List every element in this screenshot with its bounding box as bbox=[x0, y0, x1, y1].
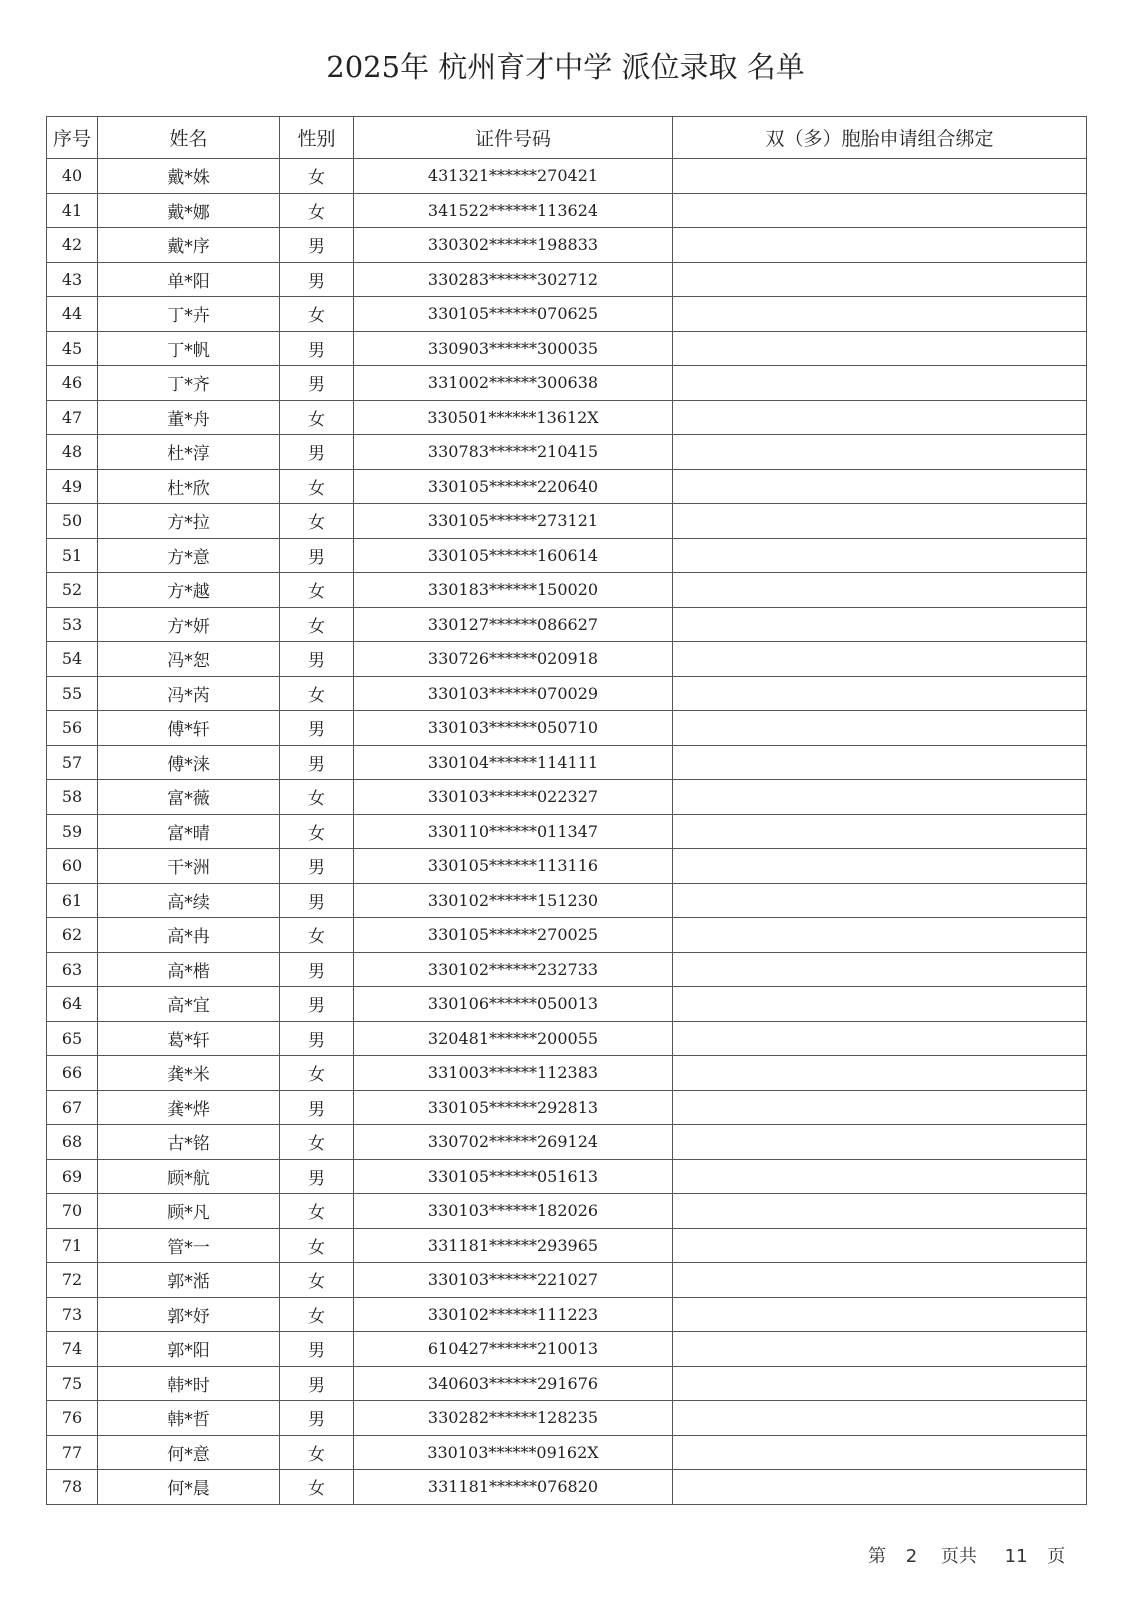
cell-name: 傅*涞 bbox=[98, 745, 280, 780]
header-twin-binding: 双（多）胞胎申请组合绑定 bbox=[673, 117, 1087, 159]
cell-id-number: 330103******070029 bbox=[354, 676, 673, 711]
cell-id-number: 320481******200055 bbox=[354, 1021, 673, 1056]
admission-roster-table bbox=[46, 116, 1087, 1505]
table-row bbox=[47, 297, 1087, 332]
table-row bbox=[47, 642, 1087, 677]
cell-seq: 44 bbox=[47, 297, 98, 332]
footer-current-page: 2 bbox=[905, 1546, 918, 1567]
cell-gender: 女 bbox=[280, 1056, 354, 1091]
cell-gender: 男 bbox=[280, 883, 354, 918]
cell-gender: 男 bbox=[280, 1159, 354, 1194]
table-row bbox=[47, 159, 1087, 194]
cell-seq: 56 bbox=[47, 711, 98, 746]
cell-name: 古*铭 bbox=[98, 1125, 280, 1160]
table-row bbox=[47, 1228, 1087, 1263]
table-row bbox=[47, 1401, 1087, 1436]
cell-gender: 女 bbox=[280, 814, 354, 849]
cell-seq: 71 bbox=[47, 1228, 98, 1263]
cell-seq: 61 bbox=[47, 883, 98, 918]
cell-gender: 女 bbox=[280, 1297, 354, 1332]
cell-twin-binding bbox=[673, 435, 1087, 470]
cell-id-number: 330103******022327 bbox=[354, 780, 673, 815]
cell-seq: 76 bbox=[47, 1401, 98, 1436]
table-row bbox=[47, 1263, 1087, 1298]
table-row bbox=[47, 469, 1087, 504]
cell-gender: 女 bbox=[280, 1435, 354, 1470]
cell-name: 方*意 bbox=[98, 538, 280, 573]
cell-id-number: 330105******160614 bbox=[354, 538, 673, 573]
cell-twin-binding bbox=[673, 366, 1087, 401]
cell-seq: 50 bbox=[47, 504, 98, 539]
table-row bbox=[47, 1366, 1087, 1401]
footer-middle: 页共 bbox=[940, 1546, 977, 1567]
cell-seq: 62 bbox=[47, 918, 98, 953]
cell-gender: 男 bbox=[280, 1090, 354, 1125]
cell-gender: 男 bbox=[280, 1021, 354, 1056]
cell-id-number: 341522******113624 bbox=[354, 193, 673, 228]
cell-twin-binding bbox=[673, 1332, 1087, 1367]
cell-id-number: 330110******011347 bbox=[354, 814, 673, 849]
cell-seq: 53 bbox=[47, 607, 98, 642]
cell-id-number: 331003******112383 bbox=[354, 1056, 673, 1091]
table-row bbox=[47, 711, 1087, 746]
cell-twin-binding bbox=[673, 780, 1087, 815]
cell-seq: 58 bbox=[47, 780, 98, 815]
cell-gender: 男 bbox=[280, 262, 354, 297]
cell-name: 丁*齐 bbox=[98, 366, 280, 401]
cell-seq: 41 bbox=[47, 193, 98, 228]
footer-prefix: 第 bbox=[868, 1546, 886, 1567]
cell-gender: 女 bbox=[280, 573, 354, 608]
cell-id-number: 330106******050013 bbox=[354, 987, 673, 1022]
cell-twin-binding bbox=[673, 1401, 1087, 1436]
cell-twin-binding bbox=[673, 1194, 1087, 1229]
cell-gender: 女 bbox=[280, 1470, 354, 1505]
table-row bbox=[47, 1125, 1087, 1160]
cell-id-number: 431321******270421 bbox=[354, 159, 673, 194]
cell-id-number: 330702******269124 bbox=[354, 1125, 673, 1160]
cell-id-number: 330127******086627 bbox=[354, 607, 673, 642]
cell-id-number: 330105******292813 bbox=[354, 1090, 673, 1125]
cell-seq: 47 bbox=[47, 400, 98, 435]
cell-gender: 男 bbox=[280, 711, 354, 746]
table-row bbox=[47, 573, 1087, 608]
cell-twin-binding bbox=[673, 711, 1087, 746]
cell-gender: 男 bbox=[280, 228, 354, 263]
cell-gender: 女 bbox=[280, 1125, 354, 1160]
cell-name: 郭*妤 bbox=[98, 1297, 280, 1332]
cell-gender: 男 bbox=[280, 366, 354, 401]
cell-twin-binding bbox=[673, 814, 1087, 849]
cell-seq: 64 bbox=[47, 987, 98, 1022]
cell-gender: 女 bbox=[280, 159, 354, 194]
cell-id-number: 331002******300638 bbox=[354, 366, 673, 401]
table-row bbox=[47, 400, 1087, 435]
cell-id-number: 330726******020918 bbox=[354, 642, 673, 677]
cell-id-number: 330783******210415 bbox=[354, 435, 673, 470]
cell-id-number: 330102******111223 bbox=[354, 1297, 673, 1332]
table-row bbox=[47, 193, 1087, 228]
cell-id-number: 330103******221027 bbox=[354, 1263, 673, 1298]
cell-id-number: 330102******151230 bbox=[354, 883, 673, 918]
table-row bbox=[47, 262, 1087, 297]
cell-seq: 75 bbox=[47, 1366, 98, 1401]
table-row bbox=[47, 435, 1087, 470]
table-row bbox=[47, 1332, 1087, 1367]
table-row bbox=[47, 538, 1087, 573]
cell-gender: 女 bbox=[280, 1194, 354, 1229]
table-row bbox=[47, 1090, 1087, 1125]
table-row bbox=[47, 366, 1087, 401]
cell-gender: 男 bbox=[280, 642, 354, 677]
cell-id-number: 330105******070625 bbox=[354, 297, 673, 332]
cell-seq: 45 bbox=[47, 331, 98, 366]
cell-name: 丁*帆 bbox=[98, 331, 280, 366]
cell-name: 龚*米 bbox=[98, 1056, 280, 1091]
cell-gender: 男 bbox=[280, 952, 354, 987]
cell-seq: 49 bbox=[47, 469, 98, 504]
cell-twin-binding bbox=[673, 1366, 1087, 1401]
cell-seq: 72 bbox=[47, 1263, 98, 1298]
footer-total-pages: 11 bbox=[1004, 1546, 1028, 1567]
cell-twin-binding bbox=[673, 469, 1087, 504]
header-seq: 序号 bbox=[47, 117, 98, 159]
cell-name: 戴*娜 bbox=[98, 193, 280, 228]
cell-twin-binding bbox=[673, 400, 1087, 435]
cell-name: 方*妍 bbox=[98, 607, 280, 642]
table-row bbox=[47, 745, 1087, 780]
cell-seq: 70 bbox=[47, 1194, 98, 1229]
cell-name: 何*意 bbox=[98, 1435, 280, 1470]
cell-gender: 男 bbox=[280, 849, 354, 884]
cell-id-number: 331181******293965 bbox=[354, 1228, 673, 1263]
table-row bbox=[47, 883, 1087, 918]
cell-gender: 女 bbox=[280, 504, 354, 539]
table-body bbox=[47, 159, 1087, 1505]
cell-seq: 67 bbox=[47, 1090, 98, 1125]
cell-twin-binding bbox=[673, 987, 1087, 1022]
cell-twin-binding bbox=[673, 573, 1087, 608]
cell-id-number: 330903******300035 bbox=[354, 331, 673, 366]
cell-name: 顾*凡 bbox=[98, 1194, 280, 1229]
cell-seq: 54 bbox=[47, 642, 98, 677]
cell-id-number: 330105******051613 bbox=[354, 1159, 673, 1194]
table-row bbox=[47, 780, 1087, 815]
cell-name: 管*一 bbox=[98, 1228, 280, 1263]
cell-name: 高*续 bbox=[98, 883, 280, 918]
cell-seq: 43 bbox=[47, 262, 98, 297]
table-row bbox=[47, 1159, 1087, 1194]
cell-name: 顾*航 bbox=[98, 1159, 280, 1194]
table-row bbox=[47, 607, 1087, 642]
cell-gender: 男 bbox=[280, 745, 354, 780]
cell-name: 丁*卉 bbox=[98, 297, 280, 332]
cell-seq: 65 bbox=[47, 1021, 98, 1056]
cell-name: 高*宜 bbox=[98, 987, 280, 1022]
cell-twin-binding bbox=[673, 193, 1087, 228]
header-gender: 性别 bbox=[280, 117, 354, 159]
cell-name: 富*薇 bbox=[98, 780, 280, 815]
cell-seq: 57 bbox=[47, 745, 98, 780]
table-row bbox=[47, 1194, 1087, 1229]
table-row bbox=[47, 1297, 1087, 1332]
cell-name: 高*楷 bbox=[98, 952, 280, 987]
table-row bbox=[47, 676, 1087, 711]
table-row bbox=[47, 228, 1087, 263]
table-row bbox=[47, 849, 1087, 884]
cell-twin-binding bbox=[673, 952, 1087, 987]
cell-twin-binding bbox=[673, 538, 1087, 573]
cell-id-number: 330105******113116 bbox=[354, 849, 673, 884]
table-row bbox=[47, 1021, 1087, 1056]
cell-twin-binding bbox=[673, 607, 1087, 642]
cell-gender: 男 bbox=[280, 1366, 354, 1401]
cell-id-number: 330183******150020 bbox=[354, 573, 673, 608]
table-row bbox=[47, 1435, 1087, 1470]
cell-name: 干*洲 bbox=[98, 849, 280, 884]
cell-id-number: 330105******273121 bbox=[354, 504, 673, 539]
cell-id-number: 330302******198833 bbox=[354, 228, 673, 263]
cell-gender: 女 bbox=[280, 469, 354, 504]
table-row bbox=[47, 814, 1087, 849]
cell-id-number: 330103******09162X bbox=[354, 1435, 673, 1470]
table-row bbox=[47, 331, 1087, 366]
cell-id-number: 330103******182026 bbox=[354, 1194, 673, 1229]
cell-seq: 40 bbox=[47, 159, 98, 194]
cell-name: 戴*序 bbox=[98, 228, 280, 263]
cell-twin-binding bbox=[673, 1159, 1087, 1194]
cell-twin-binding bbox=[673, 1021, 1087, 1056]
table-row bbox=[47, 987, 1087, 1022]
cell-name: 韩*哲 bbox=[98, 1401, 280, 1436]
cell-gender: 女 bbox=[280, 918, 354, 953]
cell-seq: 66 bbox=[47, 1056, 98, 1091]
cell-name: 杜*淳 bbox=[98, 435, 280, 470]
cell-id-number: 330105******270025 bbox=[354, 918, 673, 953]
cell-id-number: 330103******050710 bbox=[354, 711, 673, 746]
cell-id-number: 330283******302712 bbox=[354, 262, 673, 297]
cell-seq: 55 bbox=[47, 676, 98, 711]
cell-gender: 女 bbox=[280, 1228, 354, 1263]
cell-name: 单*阳 bbox=[98, 262, 280, 297]
cell-seq: 46 bbox=[47, 366, 98, 401]
cell-twin-binding bbox=[673, 297, 1087, 332]
cell-name: 冯*恕 bbox=[98, 642, 280, 677]
cell-gender: 女 bbox=[280, 1263, 354, 1298]
cell-seq: 68 bbox=[47, 1125, 98, 1160]
cell-twin-binding bbox=[673, 1297, 1087, 1332]
table-row bbox=[47, 1470, 1087, 1505]
cell-name: 郭*阳 bbox=[98, 1332, 280, 1367]
cell-seq: 77 bbox=[47, 1435, 98, 1470]
cell-id-number: 340603******291676 bbox=[354, 1366, 673, 1401]
cell-id-number: 330104******114111 bbox=[354, 745, 673, 780]
footer-suffix: 页 bbox=[1047, 1546, 1066, 1567]
cell-id-number: 330105******220640 bbox=[354, 469, 673, 504]
cell-twin-binding bbox=[673, 228, 1087, 263]
cell-name: 高*冉 bbox=[98, 918, 280, 953]
cell-gender: 男 bbox=[280, 435, 354, 470]
cell-seq: 59 bbox=[47, 814, 98, 849]
cell-seq: 73 bbox=[47, 1297, 98, 1332]
header-name: 姓名 bbox=[98, 117, 280, 159]
cell-twin-binding bbox=[673, 1090, 1087, 1125]
cell-twin-binding bbox=[673, 1056, 1087, 1091]
cell-twin-binding bbox=[673, 849, 1087, 884]
cell-seq: 69 bbox=[47, 1159, 98, 1194]
cell-twin-binding bbox=[673, 159, 1087, 194]
table-row bbox=[47, 918, 1087, 953]
cell-id-number: 331181******076820 bbox=[354, 1470, 673, 1505]
cell-seq: 52 bbox=[47, 573, 98, 608]
document-title: 2025年 杭州育才中学 派位录取 名单 bbox=[326, 50, 805, 85]
cell-name: 董*舟 bbox=[98, 400, 280, 435]
cell-twin-binding bbox=[673, 331, 1087, 366]
cell-gender: 女 bbox=[280, 780, 354, 815]
cell-name: 富*晴 bbox=[98, 814, 280, 849]
cell-name: 龚*烨 bbox=[98, 1090, 280, 1125]
cell-name: 戴*姝 bbox=[98, 159, 280, 194]
cell-seq: 74 bbox=[47, 1332, 98, 1367]
cell-seq: 51 bbox=[47, 538, 98, 573]
table-row bbox=[47, 952, 1087, 987]
table-row bbox=[47, 1056, 1087, 1091]
cell-seq: 42 bbox=[47, 228, 98, 263]
cell-twin-binding bbox=[673, 1470, 1087, 1505]
cell-name: 冯*芮 bbox=[98, 676, 280, 711]
cell-twin-binding bbox=[673, 262, 1087, 297]
table-row bbox=[47, 504, 1087, 539]
cell-name: 傅*轩 bbox=[98, 711, 280, 746]
cell-id-number: 330282******128235 bbox=[354, 1401, 673, 1436]
table-header-row bbox=[47, 117, 1087, 159]
cell-id-number: 610427******210013 bbox=[354, 1332, 673, 1367]
cell-name: 何*晨 bbox=[98, 1470, 280, 1505]
cell-twin-binding bbox=[673, 1435, 1087, 1470]
cell-gender: 女 bbox=[280, 400, 354, 435]
cell-twin-binding bbox=[673, 883, 1087, 918]
cell-id-number: 330102******232733 bbox=[354, 952, 673, 987]
cell-name: 郭*湉 bbox=[98, 1263, 280, 1298]
cell-name: 杜*欣 bbox=[98, 469, 280, 504]
header-id-number: 证件号码 bbox=[354, 117, 673, 159]
page-footer bbox=[868, 1542, 1065, 1568]
cell-seq: 60 bbox=[47, 849, 98, 884]
cell-twin-binding bbox=[673, 918, 1087, 953]
cell-gender: 男 bbox=[280, 538, 354, 573]
cell-seq: 63 bbox=[47, 952, 98, 987]
cell-twin-binding bbox=[673, 1125, 1087, 1160]
cell-twin-binding bbox=[673, 504, 1087, 539]
cell-gender: 女 bbox=[280, 297, 354, 332]
cell-name: 方*拉 bbox=[98, 504, 280, 539]
cell-name: 方*越 bbox=[98, 573, 280, 608]
cell-gender: 女 bbox=[280, 193, 354, 228]
cell-seq: 48 bbox=[47, 435, 98, 470]
cell-id-number: 330501******13612X bbox=[354, 400, 673, 435]
cell-twin-binding bbox=[673, 745, 1087, 780]
cell-name: 韩*时 bbox=[98, 1366, 280, 1401]
cell-gender: 男 bbox=[280, 331, 354, 366]
cell-gender: 女 bbox=[280, 676, 354, 711]
cell-twin-binding bbox=[673, 1263, 1087, 1298]
cell-twin-binding bbox=[673, 676, 1087, 711]
cell-gender: 男 bbox=[280, 1332, 354, 1367]
cell-gender: 男 bbox=[280, 1401, 354, 1436]
cell-gender: 女 bbox=[280, 607, 354, 642]
cell-seq: 78 bbox=[47, 1470, 98, 1505]
cell-name: 葛*轩 bbox=[98, 1021, 280, 1056]
cell-twin-binding bbox=[673, 642, 1087, 677]
cell-gender: 男 bbox=[280, 987, 354, 1022]
cell-twin-binding bbox=[673, 1228, 1087, 1263]
